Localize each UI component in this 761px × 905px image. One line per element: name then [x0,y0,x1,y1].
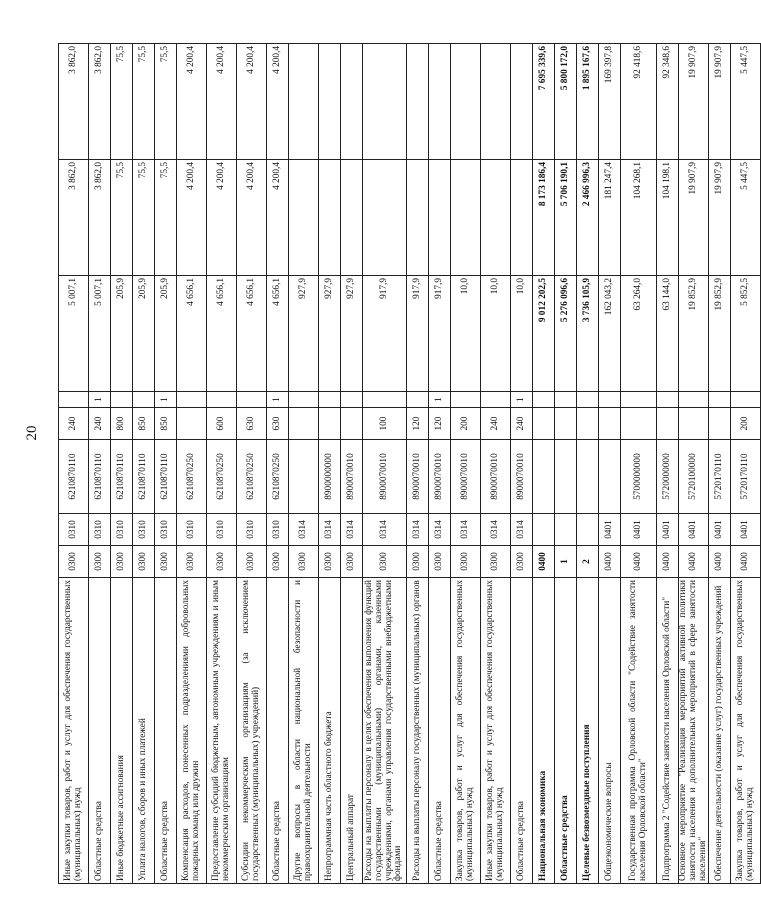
row-glav-cell: 0400 [709,546,731,578]
row-funding-source-cell [657,392,679,408]
row-glav-cell: 0300 [451,546,481,578]
row-razdel-cell: 0310 [207,514,237,546]
row-glav-cell: 0300 [511,546,533,578]
row-funding-source-cell [111,392,133,408]
row-amount-year2-cell: 4 200,4 [237,160,267,276]
row-amount-year1-cell: 3 736 105,9 [577,276,599,392]
row-amount-year3-cell: 4 200,4 [267,44,289,160]
row-amount-year3-cell: 75,5 [155,44,177,160]
row-razdel-cell: 0314 [407,514,429,546]
row-amount-year3-cell [429,44,451,160]
row-name-cell: Областные средства [511,578,533,884]
row-funding-source-cell [177,392,207,408]
row-amount-year1-cell: 5 007,1 [59,276,89,392]
row-razdel-cell: 0401 [599,514,621,546]
row-amount-year2-cell: 75,5 [111,160,133,276]
row-amount-year2-cell: 3 862,0 [89,160,111,276]
row-target-article-cell: 6210870250 [207,440,237,514]
row-target-article-cell: 6210870250 [267,440,289,514]
row-funding-source-cell [621,392,657,408]
row-amount-year3-cell: 3 862,0 [89,44,111,160]
row-amount-year1-cell: 9 012 202,5 [533,276,555,392]
row-razdel-cell: 0401 [679,514,709,546]
row-funding-source-cell [451,392,481,408]
row-target-article-cell: 5720000000 [657,440,679,514]
row-amount-year3-cell: 4 200,4 [177,44,207,160]
row-funding-source-cell: 1 [511,392,533,408]
row-amount-year1-cell: 927,9 [341,276,363,392]
row-funding-source-cell: 1 [267,392,289,408]
row-target-article-cell: 5700000000 [621,440,657,514]
row-razdel-cell [555,514,577,546]
row-expense-type-cell [533,408,555,440]
row-razdel-cell [533,514,555,546]
row-amount-year2-cell [481,160,511,276]
row-amount-year1-cell: 10,0 [511,276,533,392]
table-row [289,44,319,884]
row-razdel-cell: 0314 [451,514,481,546]
row-amount-year2-cell: 19 907,9 [709,160,731,276]
row-funding-source-cell [319,392,341,408]
row-amount-year1-cell: 205,9 [133,276,155,392]
table-row [621,44,657,884]
row-expense-type-cell: 240 [59,408,89,440]
row-expense-type-cell: 600 [207,408,237,440]
row-glav-cell: 0300 [363,546,407,578]
table-row [111,44,133,884]
row-expense-type-cell [319,408,341,440]
row-target-article-cell: 8900070010 [511,440,533,514]
table-row [207,44,237,884]
table-row [237,44,267,884]
row-amount-year1-cell: 19 852,9 [709,276,731,392]
row-name-cell: Подпрограмма 2 "Содействие занятости населения Орловской области" [657,578,679,884]
row-amount-year1-cell: 19 852,9 [679,276,709,392]
row-glav-cell: 0300 [207,546,237,578]
row-name-cell: Расходы на выплаты персоналу в целях обеспечения выполнения функций государственными (муниципальными) органами, казенными учреждениями, органами управления государственными внебюджетными фондами [363,578,407,884]
row-amount-year3-cell: 169 397,8 [599,44,621,160]
row-name-cell: Непрограммная часть областного бюджета [319,578,341,884]
row-amount-year3-cell [451,44,481,160]
row-expense-type-cell [289,408,319,440]
row-name-cell: Государственная программа Орловской области "Содействие занятости населения Орловской области" [621,578,657,884]
row-amount-year2-cell [341,160,363,276]
table-row [155,44,177,884]
row-glav-cell: 1 [555,546,577,578]
row-funding-source-cell [533,392,555,408]
row-target-article-cell: 5720100000 [679,440,709,514]
row-expense-type-cell: 850 [155,408,177,440]
row-funding-source-cell [363,392,407,408]
row-expense-type-cell [599,408,621,440]
row-amount-year1-cell: 917,9 [429,276,451,392]
row-target-article-cell: 5720170110 [731,440,761,514]
row-target-article-cell [555,440,577,514]
row-amount-year1-cell: 205,9 [111,276,133,392]
row-amount-year1-cell: 917,9 [363,276,407,392]
row-funding-source-cell [709,392,731,408]
table-row [709,44,731,884]
row-razdel-cell: 0314 [289,514,319,546]
row-amount-year3-cell [481,44,511,160]
row-amount-year2-cell: 5 447,5 [731,160,761,276]
row-expense-type-cell: 120 [429,408,451,440]
table-row [451,44,481,884]
row-glav-cell: 0400 [731,546,761,578]
row-amount-year2-cell: 5 706 190,1 [555,160,577,276]
row-razdel-cell: 0401 [621,514,657,546]
row-target-article-cell [599,440,621,514]
row-funding-source-cell [555,392,577,408]
row-expense-type-cell [577,408,599,440]
row-target-article-cell: 6210870110 [155,440,177,514]
row-name-cell: Иные закупки товаров, работ и услуг для обеспечения государственных (муниципальных) нужд [59,578,89,884]
row-amount-year2-cell: 75,5 [155,160,177,276]
row-expense-type-cell: 630 [237,408,267,440]
row-amount-year2-cell: 104 198,1 [657,160,679,276]
row-amount-year2-cell [511,160,533,276]
row-amount-year1-cell: 63 144,0 [657,276,679,392]
row-amount-year1-cell: 917,9 [407,276,429,392]
row-expense-type-cell [177,408,207,440]
row-amount-year2-cell: 2 466 996,3 [577,160,599,276]
row-target-article-cell: 8900070010 [407,440,429,514]
table-row [363,44,407,884]
row-name-cell: Национальная экономика [533,578,555,884]
row-amount-year3-cell: 92 418,6 [621,44,657,160]
row-amount-year3-cell: 92 348,6 [657,44,679,160]
row-name-cell: Областные средства [555,578,577,884]
row-funding-source-cell [207,392,237,408]
row-razdel-cell: 0310 [111,514,133,546]
row-expense-type-cell: 240 [511,408,533,440]
row-name-cell: Закупка товаров, работ и услуг для обеспечения государственных (муниципальных) нужд [451,578,481,884]
row-name-cell: Иные закупки товаров, работ и услуг для обеспечения государственных (муниципальных) нужд [481,578,511,884]
row-target-article-cell: 8900070010 [429,440,451,514]
table-row [407,44,429,884]
row-amount-year1-cell: 4 656,1 [207,276,237,392]
row-name-cell: Обеспечение деятельности (оказание услуг) государственных учреждений [709,578,731,884]
row-amount-year2-cell [429,160,451,276]
row-razdel-cell: 0401 [709,514,731,546]
row-target-article-cell: 6210870110 [133,440,155,514]
row-name-cell: Целевые безвозмездные поступления [577,578,599,884]
row-razdel-cell: 0314 [341,514,363,546]
row-glav-cell: 0300 [111,546,133,578]
row-funding-source-cell: 1 [429,392,451,408]
row-name-cell: Расходы на выплаты персоналу государственных (муниципальных) органов [407,578,429,884]
row-razdel-cell: 0314 [511,514,533,546]
row-name-cell: Областные средства [429,578,451,884]
row-funding-source-cell [237,392,267,408]
table-row [511,44,533,884]
row-amount-year3-cell: 1 895 167,6 [577,44,599,160]
table-row [59,44,89,884]
row-amount-year3-cell: 7 695 339,6 [533,44,555,160]
row-amount-year3-cell [407,44,429,160]
row-glav-cell: 0300 [481,546,511,578]
row-amount-year1-cell: 927,9 [319,276,341,392]
row-glav-cell: 0300 [155,546,177,578]
row-name-cell: Другие вопросы в области национальной безопасности и правоохранительной деятельности [289,578,319,884]
row-expense-type-cell: 100 [363,408,407,440]
row-funding-source-cell [679,392,709,408]
row-amount-year1-cell: 4 656,1 [237,276,267,392]
row-target-article-cell: 6210870110 [59,440,89,514]
row-glav-cell: 0300 [289,546,319,578]
table-row [731,44,761,884]
budget-table [58,43,761,884]
row-glav-cell: 0300 [407,546,429,578]
row-expense-type-cell [621,408,657,440]
row-name-cell: Центральный аппарат [341,578,363,884]
row-amount-year3-cell: 75,5 [133,44,155,160]
row-glav-cell: 0400 [533,546,555,578]
row-razdel-cell: 0314 [429,514,451,546]
row-name-cell: Областные средства [89,578,111,884]
row-amount-year3-cell [511,44,533,160]
row-expense-type-cell: 120 [407,408,429,440]
row-target-article-cell: 5720170110 [709,440,731,514]
row-glav-cell: 0300 [177,546,207,578]
row-amount-year2-cell [363,160,407,276]
row-amount-year2-cell [407,160,429,276]
row-razdel-cell: 0310 [155,514,177,546]
page-number: 20 [24,425,40,441]
row-amount-year2-cell [319,160,341,276]
row-amount-year3-cell: 3 862,0 [59,44,89,160]
row-amount-year3-cell: 5 800 172,0 [555,44,577,160]
row-name-cell: Основное мероприятие "Реализация мероприятий активной политики занятости населения и дополнительных мероприятий в сфере занятости населения" [679,578,709,884]
row-name-cell: Областные средства [155,578,177,884]
row-glav-cell: 0400 [679,546,709,578]
row-target-article-cell: 8900070010 [451,440,481,514]
table-row [429,44,451,884]
row-razdel-cell: 0310 [267,514,289,546]
row-target-article-cell [289,440,319,514]
row-funding-source-cell [59,392,89,408]
row-target-article-cell: 8900070010 [481,440,511,514]
row-target-article-cell: 6210870110 [111,440,133,514]
row-amount-year2-cell: 4 200,4 [177,160,207,276]
row-target-article-cell: 8900070010 [341,440,363,514]
row-funding-source-cell: 1 [155,392,177,408]
row-expense-type-cell [679,408,709,440]
table-body [59,44,761,884]
row-amount-year1-cell: 5 276 096,6 [555,276,577,392]
row-amount-year1-cell: 63 264,0 [621,276,657,392]
row-glav-cell: 0300 [89,546,111,578]
row-glav-cell: 0300 [319,546,341,578]
row-expense-type-cell: 200 [451,408,481,440]
table-row [533,44,555,884]
row-name-cell: Иные бюджетные ассигнования [111,578,133,884]
row-amount-year3-cell: 19 907,9 [709,44,731,160]
row-amount-year2-cell: 3 862,0 [59,160,89,276]
row-amount-year2-cell [289,160,319,276]
row-expense-type-cell [709,408,731,440]
row-funding-source-cell [407,392,429,408]
row-amount-year2-cell [451,160,481,276]
row-funding-source-cell [481,392,511,408]
row-funding-source-cell [577,392,599,408]
row-amount-year2-cell: 104 268,1 [621,160,657,276]
row-razdel-cell [577,514,599,546]
row-amount-year3-cell [289,44,319,160]
row-amount-year2-cell: 4 200,4 [207,160,237,276]
row-amount-year3-cell: 4 200,4 [237,44,267,160]
table-row [133,44,155,884]
row-razdel-cell: 0314 [319,514,341,546]
row-glav-cell: 0300 [59,546,89,578]
row-expense-type-cell: 800 [111,408,133,440]
row-amount-year3-cell [363,44,407,160]
row-target-article-cell [533,440,555,514]
row-glav-cell: 0300 [341,546,363,578]
row-expense-type-cell: 200 [731,408,761,440]
table-row [481,44,511,884]
row-expense-type-cell: 240 [481,408,511,440]
row-razdel-cell: 0401 [731,514,761,546]
row-expense-type-cell: 240 [89,408,111,440]
row-name-cell: Компенсация расходов, понесенных подразделениями добровольных пожарных команд или дружин [177,578,207,884]
row-glav-cell: 0400 [599,546,621,578]
row-glav-cell: 0300 [267,546,289,578]
table-row [555,44,577,884]
row-razdel-cell: 0310 [177,514,207,546]
row-razdel-cell: 0310 [89,514,111,546]
row-razdel-cell: 0401 [657,514,679,546]
table-row [267,44,289,884]
row-name-cell: Общеэкономические вопросы [599,578,621,884]
row-amount-year2-cell: 75,5 [133,160,155,276]
row-glav-cell: 0300 [237,546,267,578]
row-glav-cell: 2 [577,546,599,578]
table-row [89,44,111,884]
row-glav-cell: 0300 [133,546,155,578]
row-name-cell: Областные средства [267,578,289,884]
row-amount-year1-cell: 10,0 [451,276,481,392]
row-amount-year3-cell: 5 447,5 [731,44,761,160]
row-amount-year2-cell: 8 173 186,4 [533,160,555,276]
table-row [657,44,679,884]
row-glav-cell: 0400 [657,546,679,578]
row-funding-source-cell [731,392,761,408]
row-amount-year1-cell: 927,9 [289,276,319,392]
row-name-cell: Уплата налогов, сборов и иных платежей [133,578,155,884]
row-amount-year3-cell: 19 907,9 [679,44,709,160]
row-razdel-cell: 0310 [133,514,155,546]
row-expense-type-cell: 630 [267,408,289,440]
row-amount-year3-cell [341,44,363,160]
row-expense-type-cell [341,408,363,440]
table-row [577,44,599,884]
row-funding-source-cell [599,392,621,408]
row-expense-type-cell [657,408,679,440]
table-row [679,44,709,884]
row-razdel-cell: 0314 [363,514,407,546]
row-amount-year2-cell: 181 247,4 [599,160,621,276]
row-name-cell: Закупка товаров, работ и услуг для обеспечения государственных (муниципальных) нужд [731,578,761,884]
row-target-article-cell [577,440,599,514]
rotated-budget-table [58,44,755,884]
row-glav-cell: 0400 [621,546,657,578]
row-funding-source-cell [289,392,319,408]
row-amount-year2-cell: 4 200,4 [267,160,289,276]
row-amount-year1-cell: 4 656,1 [267,276,289,392]
table-row [177,44,207,884]
row-target-article-cell: 6210870110 [89,440,111,514]
row-razdel-cell: 0314 [481,514,511,546]
row-amount-year1-cell: 162 043,2 [599,276,621,392]
row-name-cell: Предоставление субсидий бюджетным, автономным учреждениям и иным некоммерческим организациям [207,578,237,884]
row-expense-type-cell: 850 [133,408,155,440]
row-name-cell: Субсидии некоммерческим организациям (за исключением государственных (муниципальных) учреждений) [237,578,267,884]
row-target-article-cell: 6210870250 [237,440,267,514]
row-amount-year1-cell: 205,9 [155,276,177,392]
row-amount-year1-cell: 5 007,1 [89,276,111,392]
table-row [599,44,621,884]
row-funding-source-cell [133,392,155,408]
row-amount-year3-cell: 75,5 [111,44,133,160]
row-amount-year1-cell: 5 852,5 [731,276,761,392]
row-target-article-cell: 6210870250 [177,440,207,514]
row-razdel-cell: 0310 [59,514,89,546]
row-funding-source-cell [341,392,363,408]
row-razdel-cell: 0310 [237,514,267,546]
row-amount-year2-cell: 19 907,9 [679,160,709,276]
row-funding-source-cell: 1 [89,392,111,408]
row-amount-year1-cell: 10,0 [481,276,511,392]
row-glav-cell: 0300 [429,546,451,578]
row-amount-year3-cell [319,44,341,160]
row-target-article-cell: 8900070010 [363,440,407,514]
row-amount-year1-cell: 4 656,1 [177,276,207,392]
row-target-article-cell: 8900000000 [319,440,341,514]
row-expense-type-cell [555,408,577,440]
table-row [341,44,363,884]
row-amount-year3-cell: 4 200,4 [207,44,237,160]
table-row [319,44,341,884]
